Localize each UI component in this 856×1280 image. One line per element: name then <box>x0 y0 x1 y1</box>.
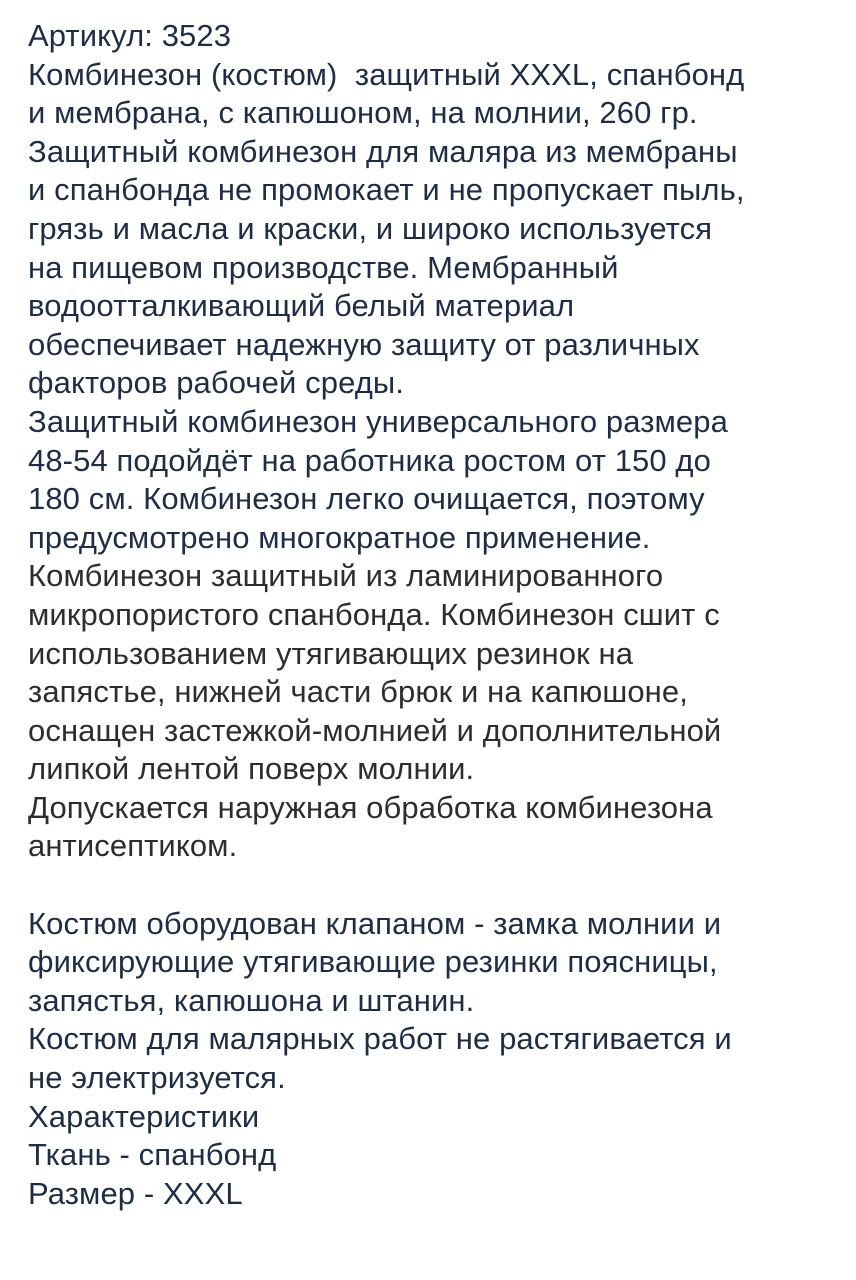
description-line: Комбинезон защитный из ламинированного <box>28 558 664 594</box>
description-line: и спанбонда не промокает и не пропускает пыль, <box>28 172 745 208</box>
description-line: Защитный комбинезон для маляра из мембраны <box>28 133 738 169</box>
description-line: не электризуется. <box>28 1060 286 1096</box>
description-line: Артикул: 3523 <box>28 18 232 53</box>
description-line: оснащен застежкой-молнией и дополнительной <box>28 712 722 748</box>
description-line: Костюм для малярных работ не растягивается и <box>28 1021 732 1057</box>
description-line: Допускается наружная обработка комбинезона <box>28 789 713 825</box>
description-line: использованием утягивающих резинок на <box>28 635 634 671</box>
description-line: запястье, нижней части брюк и на капюшоне, <box>28 674 688 710</box>
description-line: Защитный комбинезон универсального размера <box>28 403 728 439</box>
description-line <box>28 866 836 905</box>
description-line: грязь и масла и краски, и широко используется <box>28 210 713 246</box>
description-line: антисептиком. <box>28 828 238 864</box>
description-line: 48-54 подойдёт на работника ростом от 150 до <box>28 442 711 478</box>
description-line: обеспечивает надежную защиту от различных <box>28 326 700 362</box>
description-line: Комбинезон (костюм) защитный XXXL, спанбонд <box>28 56 745 92</box>
description-line: и мембрана, с капюшоном, на молнии, 260 гр. <box>28 95 698 131</box>
description-line: 180 см. Комбинезон легко очищается, поэтому <box>28 481 705 517</box>
description-line: липкой лентой поверх молнии. <box>28 751 475 787</box>
description-line: Ткань - спанбонд <box>28 1137 277 1173</box>
description-line: Характеристики <box>28 1098 260 1134</box>
description-line: факторов рабочей среды. <box>28 365 405 401</box>
description-line: водоотталкивающий белый материал <box>28 288 575 324</box>
description-line: Размер - XXXL <box>28 1175 243 1211</box>
description-line: запястья, капюшона и штанин. <box>28 982 475 1018</box>
description-line: микропористого спанбонда. Комбинезон сшит с <box>28 596 720 632</box>
description-line: на пищевом производстве. Мембранный <box>28 249 619 285</box>
description-line: Костюм оборудован клапаном - замка молнии и <box>28 905 722 941</box>
description-line: фиксирующие утягивающие резинки поясницы, <box>28 944 718 980</box>
description-line: предусмотрено многократное применение. <box>28 519 651 555</box>
